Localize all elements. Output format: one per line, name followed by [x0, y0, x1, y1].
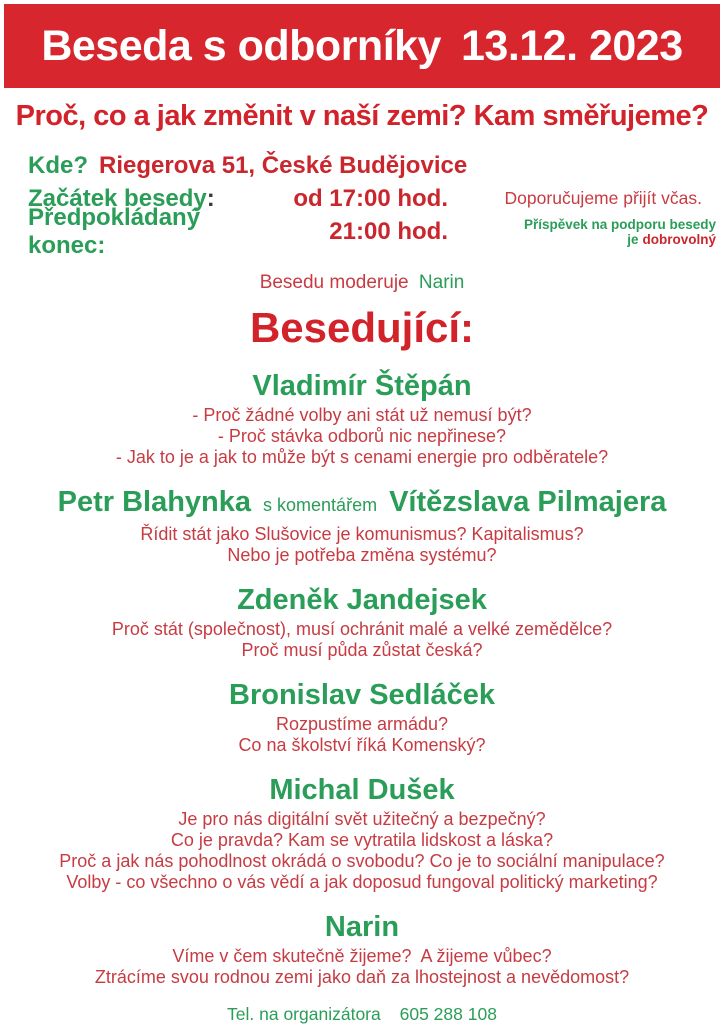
speaker-section-dusek: [0, 774, 724, 893]
start-label: Začátek besedy: [28, 184, 207, 212]
topic-line: Řídit stát jako Slušovice je komunismus? Kapitalismus?: [140, 524, 584, 544]
banner-title: Beseda s odborníky: [41, 21, 441, 70]
footer-contact: [0, 1004, 724, 1024]
start-time: od 17:00 hod.: [293, 184, 448, 212]
topic-line: Ztrácíme svou rodnou zemi jako daň za lhostejnost a nevědomost?: [94, 967, 630, 987]
where-label: Kde?: [28, 151, 88, 179]
speaker-section-narin: [0, 911, 724, 988]
speaker-section-blahynka: [0, 486, 724, 566]
tel-label: Tel. na organizátora: [227, 1004, 381, 1024]
end-time: 21:00 hod.: [329, 217, 448, 245]
speaker-topics: [0, 524, 724, 566]
start-note-cell: [448, 188, 724, 209]
topic-line: Proč a jak nás pohodlnost okrádá o svobodu? Co je to sociální manipulace?: [59, 851, 665, 871]
where-value: Riegerova 51, České Budějovice: [99, 151, 468, 179]
speaker-section-jandejsek: [0, 584, 724, 661]
topic-line: - Jak to je a jak to může být s cenami energie pro odběratele?: [115, 447, 609, 467]
speaker-section-stepan: [0, 370, 724, 468]
speaker-name-secondary: Vítězslava Pilmajera: [389, 486, 667, 518]
topic-line: Co na školství říká Komenský?: [238, 735, 486, 755]
speaker-name: Vladimír Štěpán: [252, 370, 472, 402]
topic-line: Nebo je potřeba změna systému?: [227, 545, 497, 565]
moderator-prefix: Besedu moderuje: [259, 272, 409, 293]
info-row-end: [28, 203, 724, 259]
tel-number: 605 288 108: [399, 1004, 497, 1024]
topic-line: Volby - co všechno o vás vědí a jak doposud fungoval politický marketing?: [66, 872, 658, 892]
start-note: Doporučujeme přijít včas.: [504, 188, 702, 208]
subtitle: Proč, co a jak změnit v naší zemi? Kam směřujeme?: [15, 100, 709, 132]
topic-line: Proč stát (společnost), musí ochránit malé a velké zemědělce?: [111, 619, 613, 639]
topic-line: - Proč žádné volby ani stát už nemusí být?: [192, 405, 532, 425]
end-note-green: Příspěvek na podporu besedy je: [523, 216, 720, 247]
end-label: Předpokládaný konec:: [28, 203, 207, 259]
banner: [4, 4, 720, 88]
banner-date: 13.12. 2023: [460, 21, 683, 70]
end-note-red: dobrovolný: [642, 231, 716, 247]
speaker-name: Zdeněk Jandejsek: [237, 584, 487, 616]
speaker-name: Bronislav Sedláček: [229, 679, 495, 711]
speaker-name-primary: Petr Blahynka: [57, 486, 252, 518]
topic-line: - Proč stávka odborů nic nepřinese?: [217, 426, 507, 446]
speaker-topics: [0, 946, 724, 988]
page-title: Besedující:: [249, 304, 475, 351]
topic-line: Co je pravda? Kam se vytratila lidskost a láska?: [170, 830, 554, 850]
topic-line: Rozpustíme armádu?: [275, 714, 449, 734]
start-colon: :: [206, 184, 215, 212]
speaker-topics: [0, 619, 724, 661]
topic-line: Je pro nás digitální svět užitečný a bezpečný?: [178, 809, 546, 829]
topic-line: Víme v čem skutečně žijeme? A žijeme vůbec?: [172, 946, 552, 966]
speaker-name: [0, 486, 724, 521]
end-note-cell: [448, 217, 724, 247]
speaker-name: Michal Dušek: [269, 774, 455, 806]
info-row-where: [28, 149, 724, 182]
speaker-topics: [0, 405, 724, 468]
moderator-line: [0, 272, 724, 294]
speaker-topics: [0, 809, 724, 893]
speaker-topics: [0, 714, 724, 756]
info-block: [28, 149, 724, 259]
speaker-name-suffix: s komentářem: [263, 495, 378, 515]
speaker-section-sedlacek: [0, 679, 724, 756]
moderator-name: Narin: [418, 272, 465, 293]
speaker-name: Narin: [324, 911, 400, 943]
topic-line: Proč musí půda zůstat česká?: [241, 640, 483, 660]
